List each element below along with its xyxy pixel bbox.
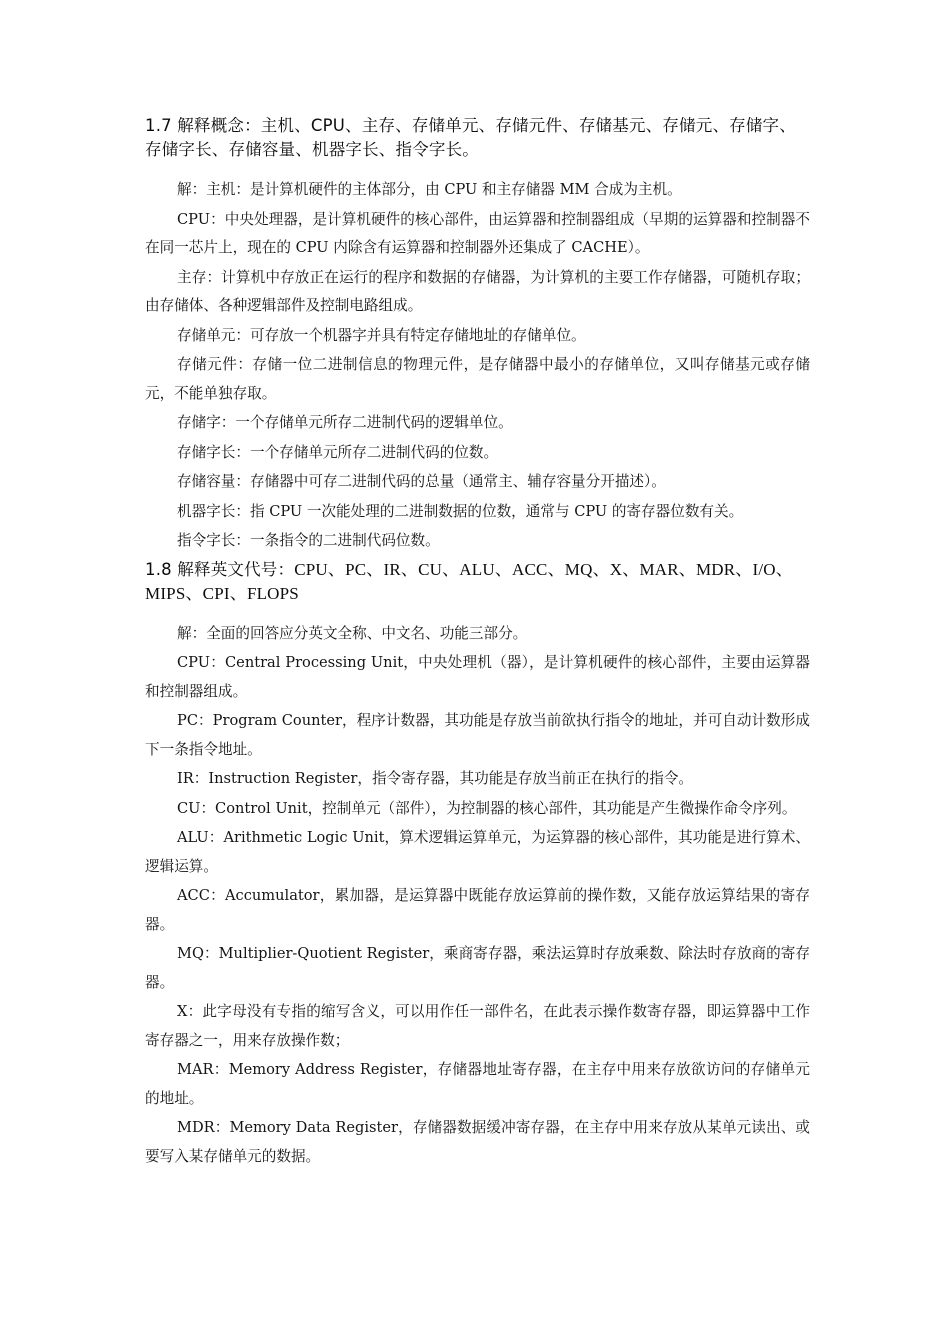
paragraph-cpu: CPU：中央处理器，是计算机硬件的核心部件，由运算器和控制器组成（早期的运算器和控制器不在同一芯片上，现在的 CPU 内除含有运算器和控制器外还集成了 CACHE）。 xyxy=(145,210,810,256)
section-1-8-heading xyxy=(145,558,810,606)
paragraph-main-memory: 主存：计算机中存放正在运行的程序和数据的存储器，为计算机的主要工作存储器，可随机存取；由存储体、各种逻辑部件及控制电路组成。 xyxy=(145,268,810,314)
paragraph-mdr-term: MDR：Memory Data Register，存储器数据缓冲寄存器，在主存中用来存放从某单元读出、或要写入某存储单元的数据。 xyxy=(145,1119,810,1165)
paragraph-mq-term: MQ：Multiplier-Quotient Register，乘商寄存器，乘法运算时存放乘数、除法时存放商的寄存器。 xyxy=(145,945,810,991)
section-1-8-number: 1.8 xyxy=(145,559,172,579)
paragraph-pc-term: PC：Program Counter，程序计数器，其功能是存放当前欲执行指令的地址，并可自动计数形成下一条指令地址。 xyxy=(145,712,810,758)
section-1-8-title: 解释英文代号： xyxy=(177,559,295,579)
paragraph-cu-term: CU：Control Unit，控制单元（部件），为控制器的核心部件，其功能是产生微操作命令序列。 xyxy=(177,799,797,817)
paragraph-alu-term: ALU：Arithmetic Logic Unit，算术逻辑运算单元，为运算器的核心部件，其功能是进行算术、逻辑运算。 xyxy=(145,829,810,875)
paragraph-storage-word-length: 存储字长：一个存储单元所存二进制代码的位数。 xyxy=(177,443,499,461)
paragraph-ir-term: IR：Instruction Register，指令寄存器，其功能是存放当前正在执行的指令。 xyxy=(177,770,694,787)
section-1-8-body xyxy=(145,620,810,1172)
paragraph-cpu-term: CPU：Central Processing Unit，中央处理机（器），是计算机硬件的核心部件，主要由运算器和控制器组成。 xyxy=(145,654,810,700)
paragraph-storage-capacity: 存储容量：存储器中可存二进制代码的总量（通常主、辅存容量分开描述）。 xyxy=(177,473,666,490)
paragraph-acc-term: ACC：Accumulator，累加器，是运算器中既能存放运算前的操作数，又能存放运算结果的寄存器。 xyxy=(145,887,810,933)
paragraph-instruction-word-length: 指令字长：一条指令的二进制代码位数。 xyxy=(177,532,440,549)
paragraph-host: 解：主机：是计算机硬件的主体部分，由 CPU 和主存储器 MM 合成为主机。 xyxy=(177,181,682,198)
paragraph-storage-unit: 存储单元：可存放一个机器字并具有特定存储地址的存储单位。 xyxy=(177,326,586,344)
section-1-7-heading xyxy=(145,114,810,162)
section-1-7-title: 解释概念：主机、CPU、主存、存储单元、存储元件、存储基元、存储元、存储字、存储字长、存储容量、机器字长、指令字长。 xyxy=(145,116,796,159)
paragraph-storage-element: 存储元件：存储一位二进制信息的物理元件，是存储器中最小的存储单位，又叫存储基元或存储元，不能单独存取。 xyxy=(145,356,810,402)
paragraph-storage-word: 存储字：一个存储单元所存二进制代码的逻辑单位。 xyxy=(177,414,513,431)
section-1-7-number: 1.7 xyxy=(145,116,172,135)
paragraph-machine-word-length: 机器字长：指 CPU 一次能处理的二进制数据的位数，通常与 CPU 的寄存器位数有关。 xyxy=(177,502,744,520)
paragraph-x-term: X：此字母没有专指的缩写含义，可以用作任一部件名，在此表示操作数寄存器，即运算器中工作寄存器之一，用来存放操作数； xyxy=(145,1003,810,1049)
paragraph-mar-term: MAR：Memory Address Register，存储器地址寄存器，在主存中用来存放欲访问的存储单元的地址。 xyxy=(145,1061,810,1107)
paragraph-answer-intro: 解：全面的回答应分英文全称、中文名、功能三部分。 xyxy=(177,624,528,642)
section-1-7-body xyxy=(145,176,810,556)
document-content xyxy=(145,114,810,1171)
section-1-8-terms: CPU、PC、IR、CU、ALU、ACC、MQ、X、MAR、MDR、I/O、MIPS、CPI、FLOPS xyxy=(145,559,793,603)
